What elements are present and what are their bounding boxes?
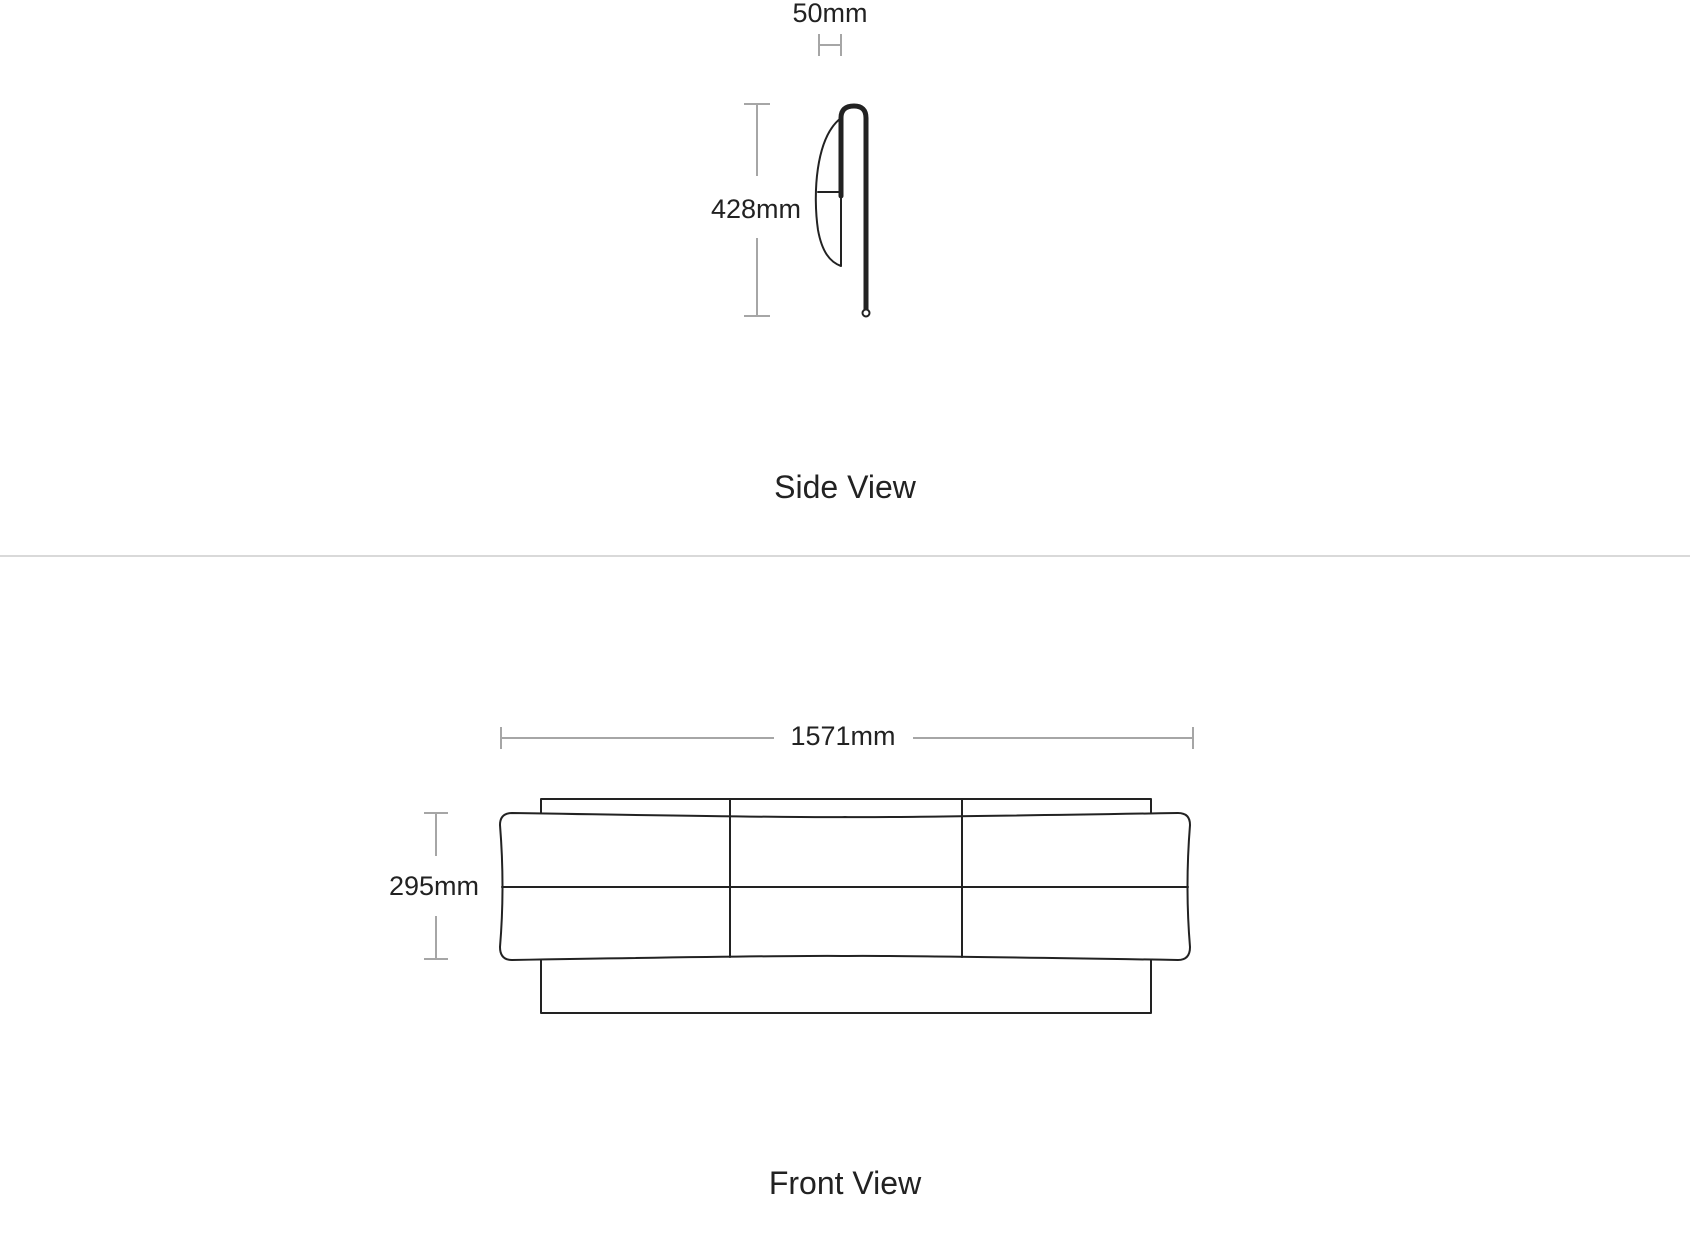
front-view-caption: Front View <box>768 1165 922 1201</box>
side-height-dimension <box>711 104 801 316</box>
front-width-label: 1571mm <box>790 721 896 751</box>
front-view <box>389 721 1193 1201</box>
front-width-dimension <box>501 721 1193 751</box>
side-view-caption: Side View <box>774 469 916 505</box>
side-width-label: 50mm <box>792 0 868 28</box>
front-height-dimension <box>389 813 479 959</box>
side-width-dimension <box>792 0 867 56</box>
front-height-label: 295mm <box>388 871 480 901</box>
side-height-label: 428mm <box>710 194 802 224</box>
side-bracket <box>841 106 866 312</box>
side-view <box>711 0 917 505</box>
